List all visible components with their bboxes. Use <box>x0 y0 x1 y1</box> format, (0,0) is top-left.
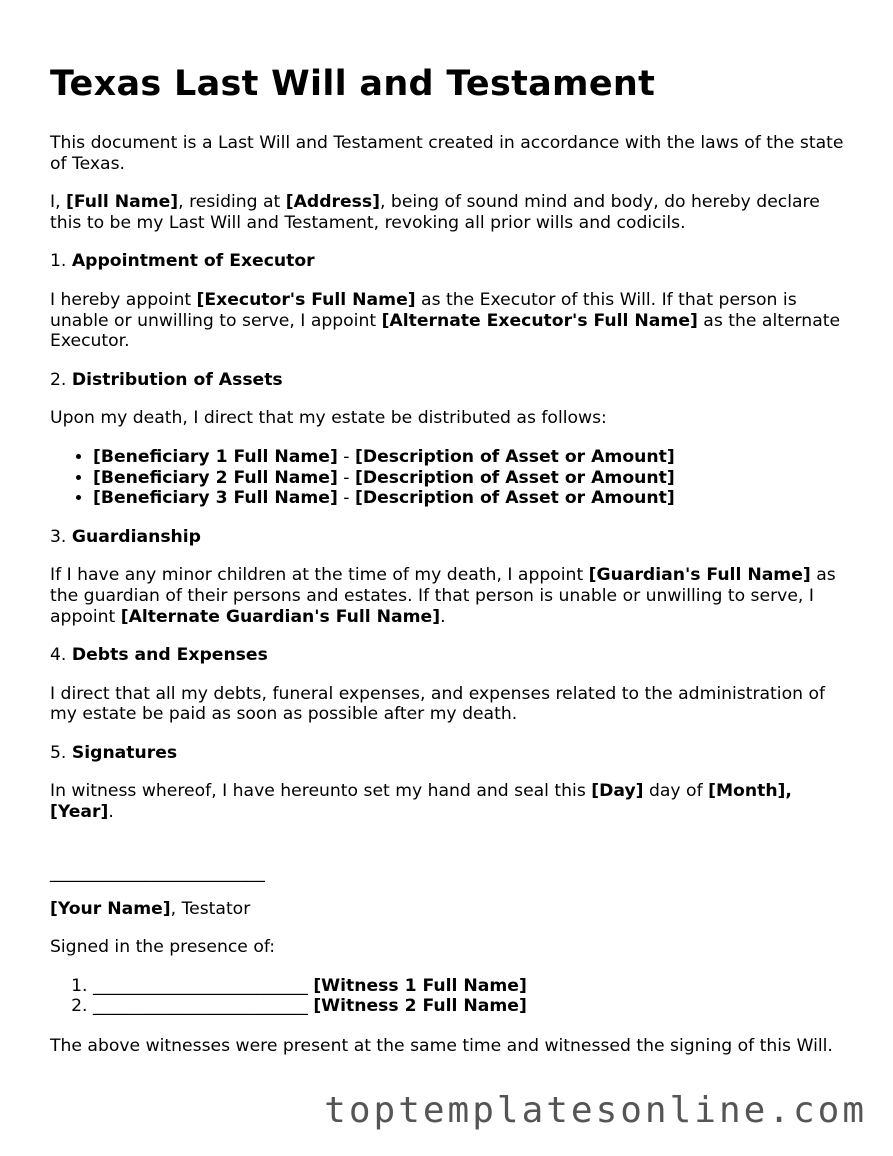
section-heading-guardianship: 3. Guardianship <box>50 526 201 547</box>
day-placeholder: [Day] <box>591 781 644 802</box>
testator-signature-line: _________________________ <box>50 862 265 883</box>
witness-signature-line: _________________________ <box>93 975 308 996</box>
list-item: • [Beneficiary 3 Full Name] - [Description of Asset or Amount] <box>93 488 850 509</box>
alternate-executor-placeholder: [Alternate Executor's Full Name] <box>381 310 698 331</box>
executor-paragraph: I hereby appoint [Executor's Full Name] as the Executor of this Will. If that person is unable or unwilling to serve, I appoint [Alternate Executor's Full Name] as the alternate Executor. <box>50 289 841 352</box>
your-name-placeholder: [Your Name] <box>50 898 171 919</box>
debts-paragraph: I direct that all my debts, funeral expenses, and expenses related to the administration of my estate be paid as soon as possible after my death. <box>50 683 826 725</box>
presence-paragraph: Signed in the presence of: <box>50 937 276 958</box>
distribution-paragraph: Upon my death, I direct that my estate be distributed as follows: <box>50 408 607 429</box>
guardian-placeholder: [Guardian's Full Name] <box>588 565 811 586</box>
list-item: 1. _________________________ [Witness 1 Full Name] <box>93 976 850 997</box>
beneficiary-list <box>50 447 850 509</box>
section-heading-signatures: 5. Signatures <box>50 742 178 763</box>
alternate-guardian-placeholder: [Alternate Guardian's Full Name] <box>120 606 441 627</box>
month-year-placeholder: [Month], [Year] <box>50 781 792 823</box>
document-page <box>50 58 850 1057</box>
witness-signature-line: _________________________ <box>93 996 308 1017</box>
section-heading-distribution: 2. Distribution of Assets <box>50 369 283 390</box>
witness-list <box>50 976 850 1017</box>
testator-label: [Your Name], Testator <box>50 898 251 919</box>
full-name-placeholder: [Full Name] <box>66 192 179 213</box>
declaration-paragraph: I, [Full Name], residing at [Address], being of sound mind and body, do hereby declare this to be my Last Will and Testament, revoking all prior wills and codicils. <box>50 192 820 233</box>
watermark: toptemplatesonline.com <box>324 1090 867 1131</box>
list-item: • [Beneficiary 1 Full Name] - [Description of Asset or Amount] <box>93 447 850 468</box>
executor-placeholder: [Executor's Full Name] <box>196 289 416 310</box>
list-item: • [Beneficiary 2 Full Name] - [Description of Asset or Amount] <box>93 468 850 489</box>
list-item: 2. _________________________ [Witness 2 Full Name] <box>93 996 850 1017</box>
signatures-paragraph: In witness whereof, I have hereunto set my hand and seal this [Day] day of [Month], [Year]. <box>50 781 792 823</box>
page-title: Texas Last Will and Testament <box>50 64 656 104</box>
guardianship-paragraph: If I have any minor children at the time of my death, I appoint [Guardian's Full Name] as the guardian of their persons and estates. If that person is unable or unwilling to serve, I appoint [Alternate Guardian's Full Name]. <box>50 565 836 627</box>
section-heading-debts: 4. Debts and Expenses <box>50 645 268 666</box>
closing-paragraph: The above witnesses were present at the same time and witnessed the signing of this Will. <box>50 1036 833 1057</box>
intro-paragraph: This document is a Last Will and Testament created in accordance with the laws of the state of Texas. <box>50 133 844 174</box>
address-placeholder: [Address] <box>285 192 380 213</box>
section-heading-executor: 1. Appointment of Executor <box>50 251 315 272</box>
